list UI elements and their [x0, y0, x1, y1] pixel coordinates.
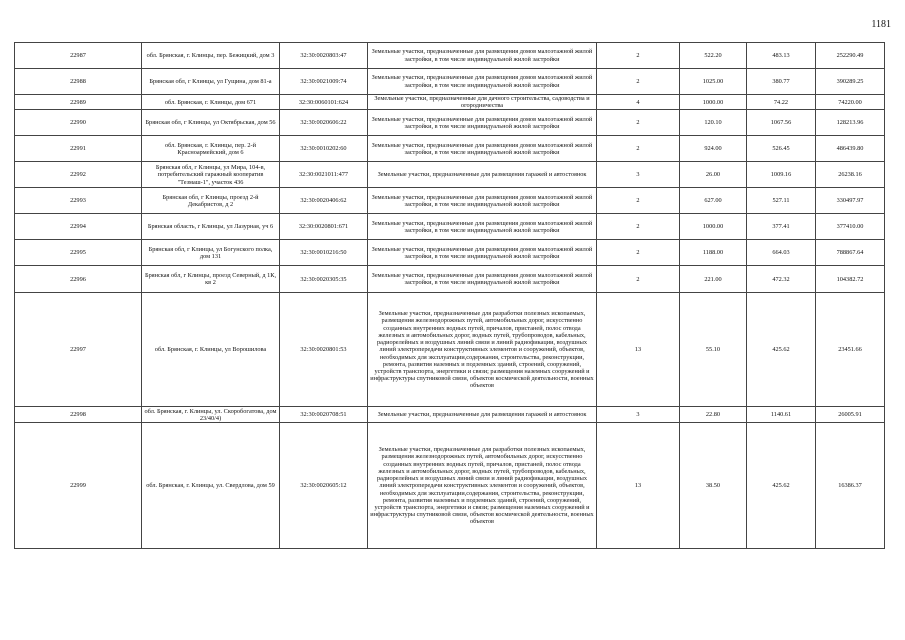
row-number: 22994	[15, 214, 142, 240]
cadastral-number: 32:30:0020406:62	[280, 188, 368, 214]
address-cell: Брянская обл, г Клинцы, ул Октябрьская, дом 56	[142, 110, 280, 136]
table-row	[15, 293, 885, 407]
row-number: 22990	[15, 110, 142, 136]
address-cell: обл. Брянская, г. Клинцы, ул. Свердлова, дом 59	[142, 423, 280, 549]
land-use-description: Земельные участки, предназначенные для размещения домов малоэтажной жилой застройки, в том числе индивидуальной жилой застройки	[368, 240, 597, 266]
cadastral-number: 32:30:0020801:671	[280, 214, 368, 240]
group-code: 13	[597, 423, 680, 549]
row-number: 22998	[15, 407, 142, 423]
group-code: 3	[597, 162, 680, 188]
row-number: 22987	[15, 43, 142, 69]
table-row	[15, 43, 885, 69]
area-value: 221.00	[680, 266, 747, 293]
cadastral-value: 23451.66	[816, 293, 885, 407]
area-value: 22.80	[680, 407, 747, 423]
row-number: 22991	[15, 136, 142, 162]
area-value: 522.20	[680, 43, 747, 69]
row-number: 22995	[15, 240, 142, 266]
cadastral-value: 26005.91	[816, 407, 885, 423]
cadastral-number: 32:30:0010202:60	[280, 136, 368, 162]
cadastral-number: 32:30:0021009:74	[280, 69, 368, 95]
area-value: 120.10	[680, 110, 747, 136]
cadastral-value: 788867.64	[816, 240, 885, 266]
table-row	[15, 214, 885, 240]
group-code: 2	[597, 110, 680, 136]
address-cell: Брянская обл, г Клинцы, проезд 2-й Декабристов, д 2	[142, 188, 280, 214]
area-value: 1000.00	[680, 95, 747, 110]
area-value: 1188.00	[680, 240, 747, 266]
group-code: 2	[597, 214, 680, 240]
area-value: 38.50	[680, 423, 747, 549]
row-number: 22993	[15, 188, 142, 214]
specific-value: 1140.61	[747, 407, 816, 423]
address-cell: обл. Брянская, г. Клинцы, пер. Бежицкий, дом 3	[142, 43, 280, 69]
table-row	[15, 188, 885, 214]
address-cell: Брянская область, г Клинцы, ул Лазурная, уч 6	[142, 214, 280, 240]
table-row	[15, 240, 885, 266]
cadastral-value: 486439.80	[816, 136, 885, 162]
address-cell: Брянская обл, г Клинцы, ул Богунского полка, дом 131	[142, 240, 280, 266]
table-row	[15, 69, 885, 95]
row-number: 22988	[15, 69, 142, 95]
group-code: 2	[597, 266, 680, 293]
cadastral-value: 104382.72	[816, 266, 885, 293]
cadastral-number: 32:30:0021011:477	[280, 162, 368, 188]
address-cell: Брянская обл, г Клинцы, ул Гущина, дом 81-а	[142, 69, 280, 95]
specific-value: 1067.56	[747, 110, 816, 136]
cadastral-number: 32:30:0020708:51	[280, 407, 368, 423]
address-cell: обл. Брянская, г. Клинцы, пер. 2-й Красноармейский, дом 6	[142, 136, 280, 162]
group-code: 13	[597, 293, 680, 407]
group-code: 2	[597, 240, 680, 266]
group-code: 3	[597, 407, 680, 423]
specific-value: 1009.16	[747, 162, 816, 188]
cadastral-value-table	[14, 42, 885, 549]
group-code: 2	[597, 69, 680, 95]
cadastral-number: 32:30:0020305:35	[280, 266, 368, 293]
address-cell: обл. Брянская, г. Клинцы, ул Ворошилова	[142, 293, 280, 407]
land-use-description: Земельные участки, предназначенные для размещения домов малоэтажной жилой застройки, в том числе индивидуальной жилой застройки	[368, 266, 597, 293]
cadastral-value: 390289.25	[816, 69, 885, 95]
address-cell: обл. Брянская, г. Клинцы, ул. Скоробогатова, дом 23/40/4)	[142, 407, 280, 423]
land-use-description: Земельные участки, предназначенные для разработки полезных ископаемых, размещения железнодорожных путей, автомобильных дорог, искусственно созданных внутренних водных путей, причалов, пристаней, полос отвода железных и автомобильных дорог, водных путей, трубопроводов, кабельных, радиорелейных и воздушных линий связи и линий радиофикации, воздушных линий электропередачи конструктивных элементов и сооружений, объектов, необходимых для эксплуатации,содержания, строительства, реконструкции, ремонта, развития наземных и подземных зданий, строений, сооружений, устройств транспорта, энергетики и связи; размещения наземных сооружений и инфраструктуры спутниковой связи, объектов космической деятельности, военных объектов	[368, 293, 597, 407]
page-number: 1181	[871, 19, 891, 30]
address-cell: Брянская обл, г Клинцы, ул Мира, 104-в, потребительский гаражный кооператив "Тезмаш-1", участок 436	[142, 162, 280, 188]
table-row	[15, 407, 885, 423]
table-row	[15, 136, 885, 162]
row-number: 22996	[15, 266, 142, 293]
specific-value: 526.45	[747, 136, 816, 162]
group-code: 2	[597, 136, 680, 162]
table-row	[15, 110, 885, 136]
land-use-description: Земельные участки, предназначенные для размещения гаражей и автостоянок	[368, 162, 597, 188]
cadastral-number: 32:30:0020801:53	[280, 293, 368, 407]
address-cell: Брянская обл, г Клинцы, проезд Северный, д 1К, кв 2	[142, 266, 280, 293]
cadastral-number: 32:30:0020606:22	[280, 110, 368, 136]
cadastral-value: 377410.00	[816, 214, 885, 240]
specific-value: 664.03	[747, 240, 816, 266]
cadastral-value: 252290.49	[816, 43, 885, 69]
cadastral-value: 74220.00	[816, 95, 885, 110]
area-value: 1000.00	[680, 214, 747, 240]
table-row	[15, 162, 885, 188]
cadastral-number: 32:30:0020605:12	[280, 423, 368, 549]
group-code: 2	[597, 43, 680, 69]
area-value: 924.00	[680, 136, 747, 162]
specific-value: 425.62	[747, 423, 816, 549]
specific-value: 380.77	[747, 69, 816, 95]
cadastral-number: 32:30:0060101:624	[280, 95, 368, 110]
area-value: 55.10	[680, 293, 747, 407]
specific-value: 527.11	[747, 188, 816, 214]
table-row	[15, 266, 885, 293]
specific-value: 377.41	[747, 214, 816, 240]
table-row	[15, 95, 885, 110]
area-value: 26.00	[680, 162, 747, 188]
cadastral-value: 26238.16	[816, 162, 885, 188]
cadastral-value: 16386.37	[816, 423, 885, 549]
land-use-description: Земельные участки, предназначенные для размещения домов малоэтажной жилой застройки, в том числе индивидуальной жилой застройки	[368, 188, 597, 214]
land-use-description: Земельные участки, предназначенные для размещения домов малоэтажной жилой застройки, в том числе индивидуальной жилой застройки	[368, 136, 597, 162]
area-value: 627.00	[680, 188, 747, 214]
area-value: 1025.00	[680, 69, 747, 95]
specific-value: 483.13	[747, 43, 816, 69]
land-use-description: Земельные участки, предназначенные для размещения домов малоэтажной жилой застройки, в том числе индивидуальной жилой застройки	[368, 69, 597, 95]
land-use-description: Земельные участки, предназначенные для дачного строительства, садоводства и огородничества	[368, 95, 597, 110]
cadastral-number: 32:30:0020803:47	[280, 43, 368, 69]
specific-value: 425.62	[747, 293, 816, 407]
specific-value: 472.32	[747, 266, 816, 293]
row-number: 22989	[15, 95, 142, 110]
table-row	[15, 423, 885, 549]
land-use-description: Земельные участки, предназначенные для размещения домов малоэтажной жилой застройки, в том числе индивидуальной жилой застройки	[368, 214, 597, 240]
group-code: 4	[597, 95, 680, 110]
group-code: 2	[597, 188, 680, 214]
cadastral-value: 128213.96	[816, 110, 885, 136]
address-cell: обл. Брянская, г. Клинцы, дом 671	[142, 95, 280, 110]
cadastral-value: 330497.97	[816, 188, 885, 214]
land-use-description: Земельные участки, предназначенные для размещения домов малоэтажной жилой застройки, в том числе индивидуальной жилой застройки	[368, 110, 597, 136]
land-use-description: Земельные участки, предназначенные для размещения гаражей и автостоянок	[368, 407, 597, 423]
row-number: 22992	[15, 162, 142, 188]
specific-value: 74.22	[747, 95, 816, 110]
row-number: 22999	[15, 423, 142, 549]
cadastral-number: 32:30:0010216:50	[280, 240, 368, 266]
land-use-description: Земельные участки, предназначенные для разработки полезных ископаемых, размещения железнодорожных путей, автомобильных дорог, искусственно созданных внутренних водных путей, причалов, пристаней, полос отвода железных и автомобильных дорог, водных путей, трубопроводов, кабельных, радиорелейных и воздушных линий связи и линий радиофикации, воздушных линий электропередачи конструктивных элементов и сооружений, объектов, необходимых для эксплуатации,содержания, строительства, реконструкции, ремонта, развития наземных и подземных зданий, строений, сооружений, устройств транспорта, энергетики и связи; размещения наземных сооружений и инфраструктуры спутниковой связи, объектов космической деятельности, военных объектов	[368, 423, 597, 549]
land-use-description: Земельные участки, предназначенные для размещения домов малоэтажной жилой застройки, в том числе индивидуальной жилой застройки	[368, 43, 597, 69]
row-number: 22997	[15, 293, 142, 407]
